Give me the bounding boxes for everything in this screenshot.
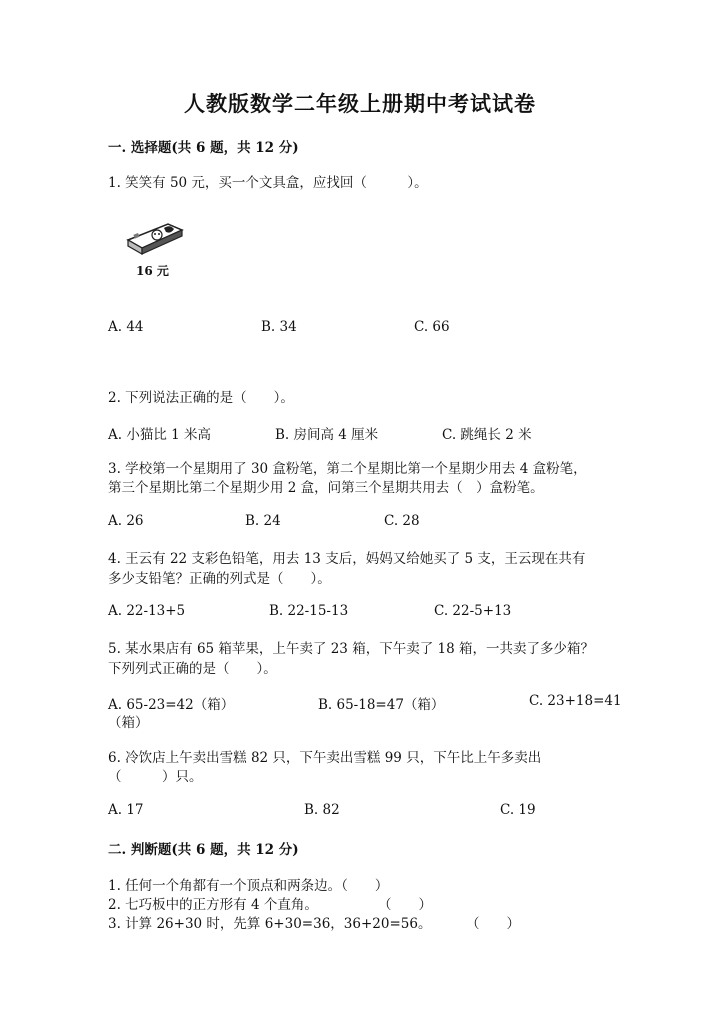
option-1a[interactable]: A. 44 <box>108 319 144 335</box>
section-heading-choice: 一. 选择题(共 6 题，共 12 分) <box>108 140 299 156</box>
question-1: 1. 笑笑有 50 元，买一个文具盒，应找回（ ）。 <box>108 175 428 191</box>
option-4c[interactable]: C. 22-5+13 <box>434 603 512 619</box>
option-6b[interactable]: B. 82 <box>304 802 340 818</box>
option-4a[interactable]: A. 22-13+5 <box>108 603 186 619</box>
option-1b[interactable]: B. 34 <box>261 319 297 335</box>
question-6-line-1: 6. 冷饮店上午卖出雪糕 82 只，下午卖出雪糕 99 只，下午比上午多卖出 <box>108 750 542 766</box>
option-6c[interactable]: C. 19 <box>500 802 536 818</box>
option-2a[interactable]: A. 小猫比 1 米高 <box>108 427 212 443</box>
option-5a[interactable]: A. 65-23=42（箱） <box>108 697 235 713</box>
question-5-line-1: 5. 某水果店有 65 箱苹果，上午卖了 23 箱，下午卖了 18 箱，一共卖了多少箱？ <box>108 641 594 657</box>
judge-answer-blank-2[interactable]: （ ） <box>378 897 432 913</box>
question-2: 2. 下列说法正确的是（ ）。 <box>108 390 294 406</box>
question-5-line-2: 下列列式正确的是（ ）。 <box>108 661 277 677</box>
question-3-line-1: 3. 学校第一个星期用了 30 盒粉笔，第二个星期比第一个星期少用去 4 盒粉笔， <box>108 461 587 477</box>
question-3-line-2: 第三个星期比第二个星期少用 2 盒，问第三个星期共用去（ ）盒粉笔。 <box>108 480 544 496</box>
option-3a[interactable]: A. 26 <box>108 513 144 529</box>
option-5b[interactable]: B. 65-18=47（箱） <box>318 697 445 713</box>
judge-question-3: 3. 计算 26+30 时，先算 6+30=36，36+20=56。 <box>108 916 432 932</box>
judge-question-1: 1. 任何一个角都有一个顶点和两条边。（ ） <box>108 878 389 894</box>
pencil-box-icon <box>124 220 186 260</box>
judge-question-2: 2. 七巧板中的正方形有 4 个直角。 <box>108 897 318 913</box>
option-2c[interactable]: C. 跳绳长 2 米 <box>442 427 532 443</box>
question-4-line-1: 4. 王云有 22 支彩色铅笔，用去 13 支后，妈妈又给她买了 5 支，王云现在共有 <box>108 551 586 567</box>
section-heading-judge: 二. 判断题(共 6 题，共 12 分) <box>108 842 299 858</box>
option-5c[interactable]: C. 23+18=41 <box>529 693 622 709</box>
page-title: 人教版数学二年级上册期中考试试卷 <box>184 91 536 116</box>
question-6-line-2: （ ）只。 <box>108 769 203 785</box>
judge-answer-blank-3[interactable]: （ ） <box>466 916 520 932</box>
question-4-line-2: 多少支铅笔？正确的列式是（ ）。 <box>108 571 331 587</box>
option-2b[interactable]: B. 房间高 4 厘米 <box>275 427 379 443</box>
option-6a[interactable]: A. 17 <box>108 802 144 818</box>
option-5c-unit: （箱） <box>108 715 149 731</box>
option-1c[interactable]: C. 66 <box>414 319 450 335</box>
option-3c[interactable]: C. 28 <box>384 513 420 529</box>
option-4b[interactable]: B. 22-15-13 <box>269 603 349 619</box>
price-label: 16 元 <box>136 264 169 278</box>
option-3b[interactable]: B. 24 <box>245 513 281 529</box>
